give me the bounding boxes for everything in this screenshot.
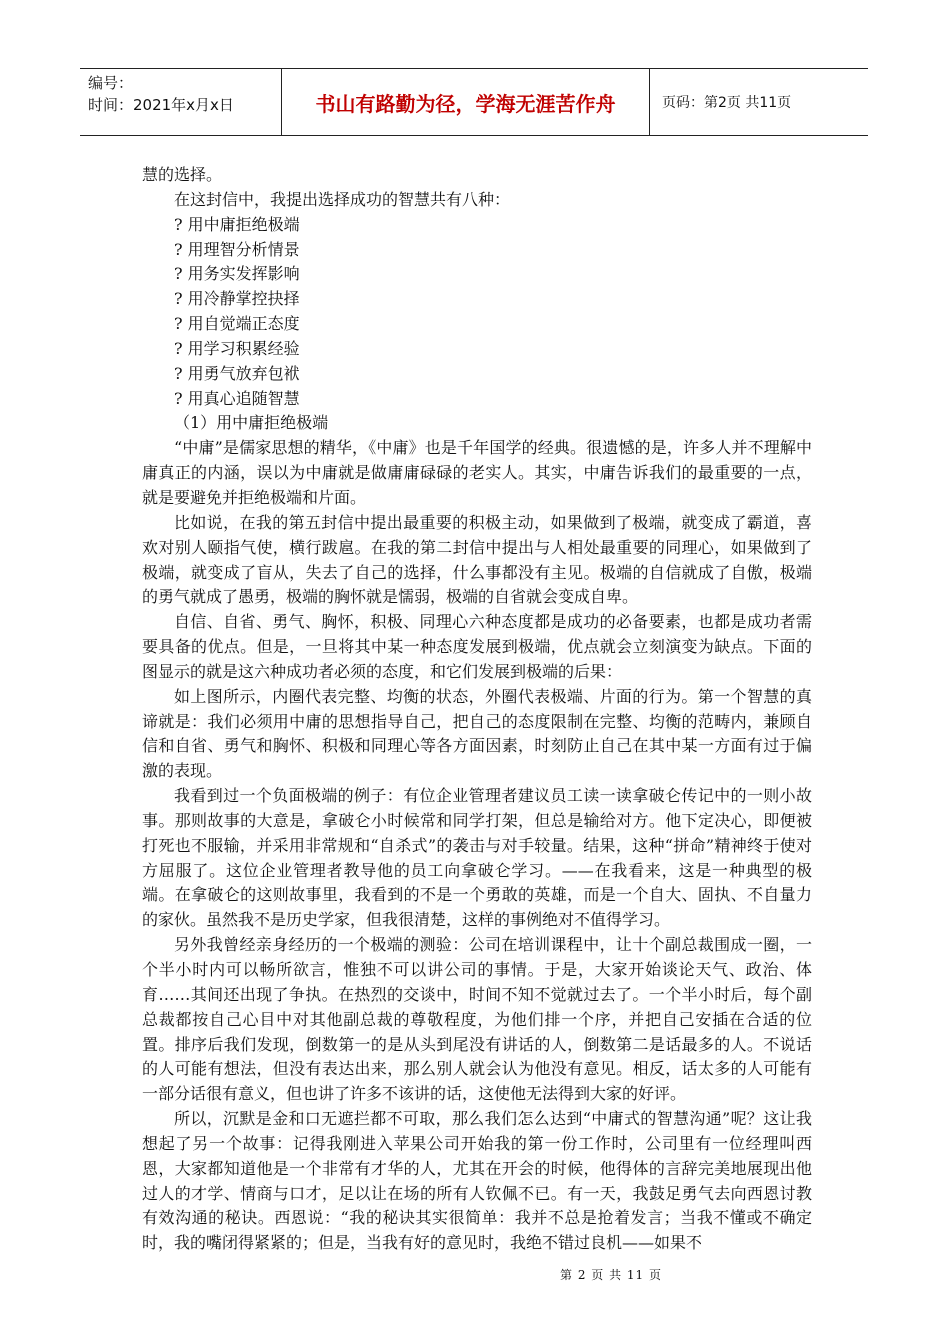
paragraph: 另外我曾经亲身经历的一个极端的测验：公司在培训课程中，让十个副总裁围成一圈，一个半小时内可以畅所欲言，惟独不可以讲公司的事情。于是，大家开始谈论天气、政治、体育……其间还出现了争执。在热烈的交谈中，时间不知不觉就过去了。一个半小时后，每个副总裁都按自己心目中对其他副总裁的尊敬程度，为他们排一个序，并把自己安插在合适的位置。排序后我们发现，倒数第一的是从头到尾没有讲话的人，倒数第二是话最多的人。不说话的人可能有想法，但没有表达出来，那么别人就会认为他没有意见。相反，话太多的人可能有一部分话很有意义，但也讲了许多不该讲的话，这使他无法得到大家的好评。 xyxy=(142,935,812,1104)
paragraph: 如上图所示，内圈代表完整、均衡的状态，外圈代表极端、片面的行为。第一个智慧的真谛就是：我们必须用中庸的思想指导自己，把自己的态度限制在完整、均衡的范畴内，兼顾自信和自省、勇气和胸怀、积极和同理心等各方面因素，时刻防止自己在其中某一方面有过于偏激的表现。 xyxy=(142,686,812,781)
document-number: 编号： xyxy=(88,74,134,92)
list-item: ? 用理智分析情景 xyxy=(174,239,300,259)
page-header xyxy=(80,68,868,136)
list-item: ? 用中庸拒绝极端 xyxy=(174,214,300,234)
paragraph: 比如说，在我的第五封信中提出最重要的积极主动，如果做到了极端，就变成了霸道，喜欢对别人颐指气使，横行跋扈。在我的第二封信中提出与人相处最重要的同理心，如果做到了极端，就变成了盲从，失去了自己的选择，什么事都没有主见。极端的自信就成了自傲，极端的勇气就成了愚勇，极端的胸怀就是懦弱，极端的自省就会变成自卑。 xyxy=(142,512,812,607)
page-footer: 第 2 页 共 11 页 xyxy=(560,1268,662,1282)
header-page-number: 页码：第2页 共11页 xyxy=(662,95,792,111)
paragraph: 所以，沉默是金和口无遮拦都不可取，那么我们怎么达到“中庸式的智慧沟通”呢？这让我想起了另一个故事：记得我刚进入苹果公司开始我的第一份工作时，公司里有一位经理叫西恩，大家都知道他是一个非常有才华的人，尤其在开会的时候，他得体的言辞完美地展现出他过人的才学、情商与口才，足以让在场的所有人钦佩不已。有一天，我鼓足勇气去向西恩讨教有效沟通的秘诀。西恩说：“我的秘诀其实很简单：我并不总是抢着发言；当我不懂或不确定时，我的嘴闭得紧紧的；但是，当我有好的意见时，我绝不错过良机——如果不 xyxy=(142,1109,812,1253)
header-meta xyxy=(80,69,281,135)
document-date: 时间：2021年x月x日 xyxy=(88,96,234,114)
section-heading: （1）用中庸拒绝极端 xyxy=(174,413,329,433)
list-item: ? 用务实发挥影响 xyxy=(174,264,300,284)
paragraph: 慧的选择。 xyxy=(142,165,223,184)
list-item: ? 用自觉端正态度 xyxy=(174,314,300,334)
paragraph: “中庸”是儒家思想的精华，《中庸》也是千年国学的经典。很遗憾的是，许多人并不理解中庸真正的内涵，误以为中庸就是做庸庸碌碌的老实人。其实，中庸告诉我们的最重要的一点，就是要避免并拒绝极端和片面。 xyxy=(142,438,812,507)
header-motto: 书山有路勤为径，学海无涯苦作舟 xyxy=(281,69,650,135)
list-item: ? 用学习积累经验 xyxy=(174,338,300,358)
document-body xyxy=(142,163,812,1256)
paragraph: 我看到过一个负面极端的例子：有位企业管理者建议员工读一读拿破仑传记中的一则小故事。那则故事的大意是，拿破仑小时候常和同学打架，但总是输给对方。他下定决心，即便被打死也不服输，并采用非常规和“自杀式”的袭击与对手较量。结果，这种“拼命”精神终于使对方屈服了。这位企业管理者教导他的员工向拿破仑学习。——在我看来，这是一种典型的极端。在拿破仑的这则故事里，我看到的不是一个勇敢的英雄，而是一个自大、固执、不自量力的家伙。虽然我不是历史学家，但我很清楚，这样的事例绝对不值得学习。 xyxy=(142,786,812,930)
list-item: ? 用真心追随智慧 xyxy=(174,388,300,408)
paragraph: 自信、自省、勇气、胸怀，积极、同理心六种态度都是成功的必备要素，也都是成功者需要具备的优点。但是，一旦将其中某一种态度发展到极端，优点就会立刻演变为缺点。下面的图显示的就是这六种成功者必须的态度，和它们发展到极端的后果： xyxy=(142,612,812,681)
paragraph: 在这封信中，我提出选择成功的智慧共有八种： xyxy=(174,189,511,209)
list-item: ? 用勇气放弃包袱 xyxy=(174,363,300,383)
list-item: ? 用冷静掌控抉择 xyxy=(174,289,300,309)
